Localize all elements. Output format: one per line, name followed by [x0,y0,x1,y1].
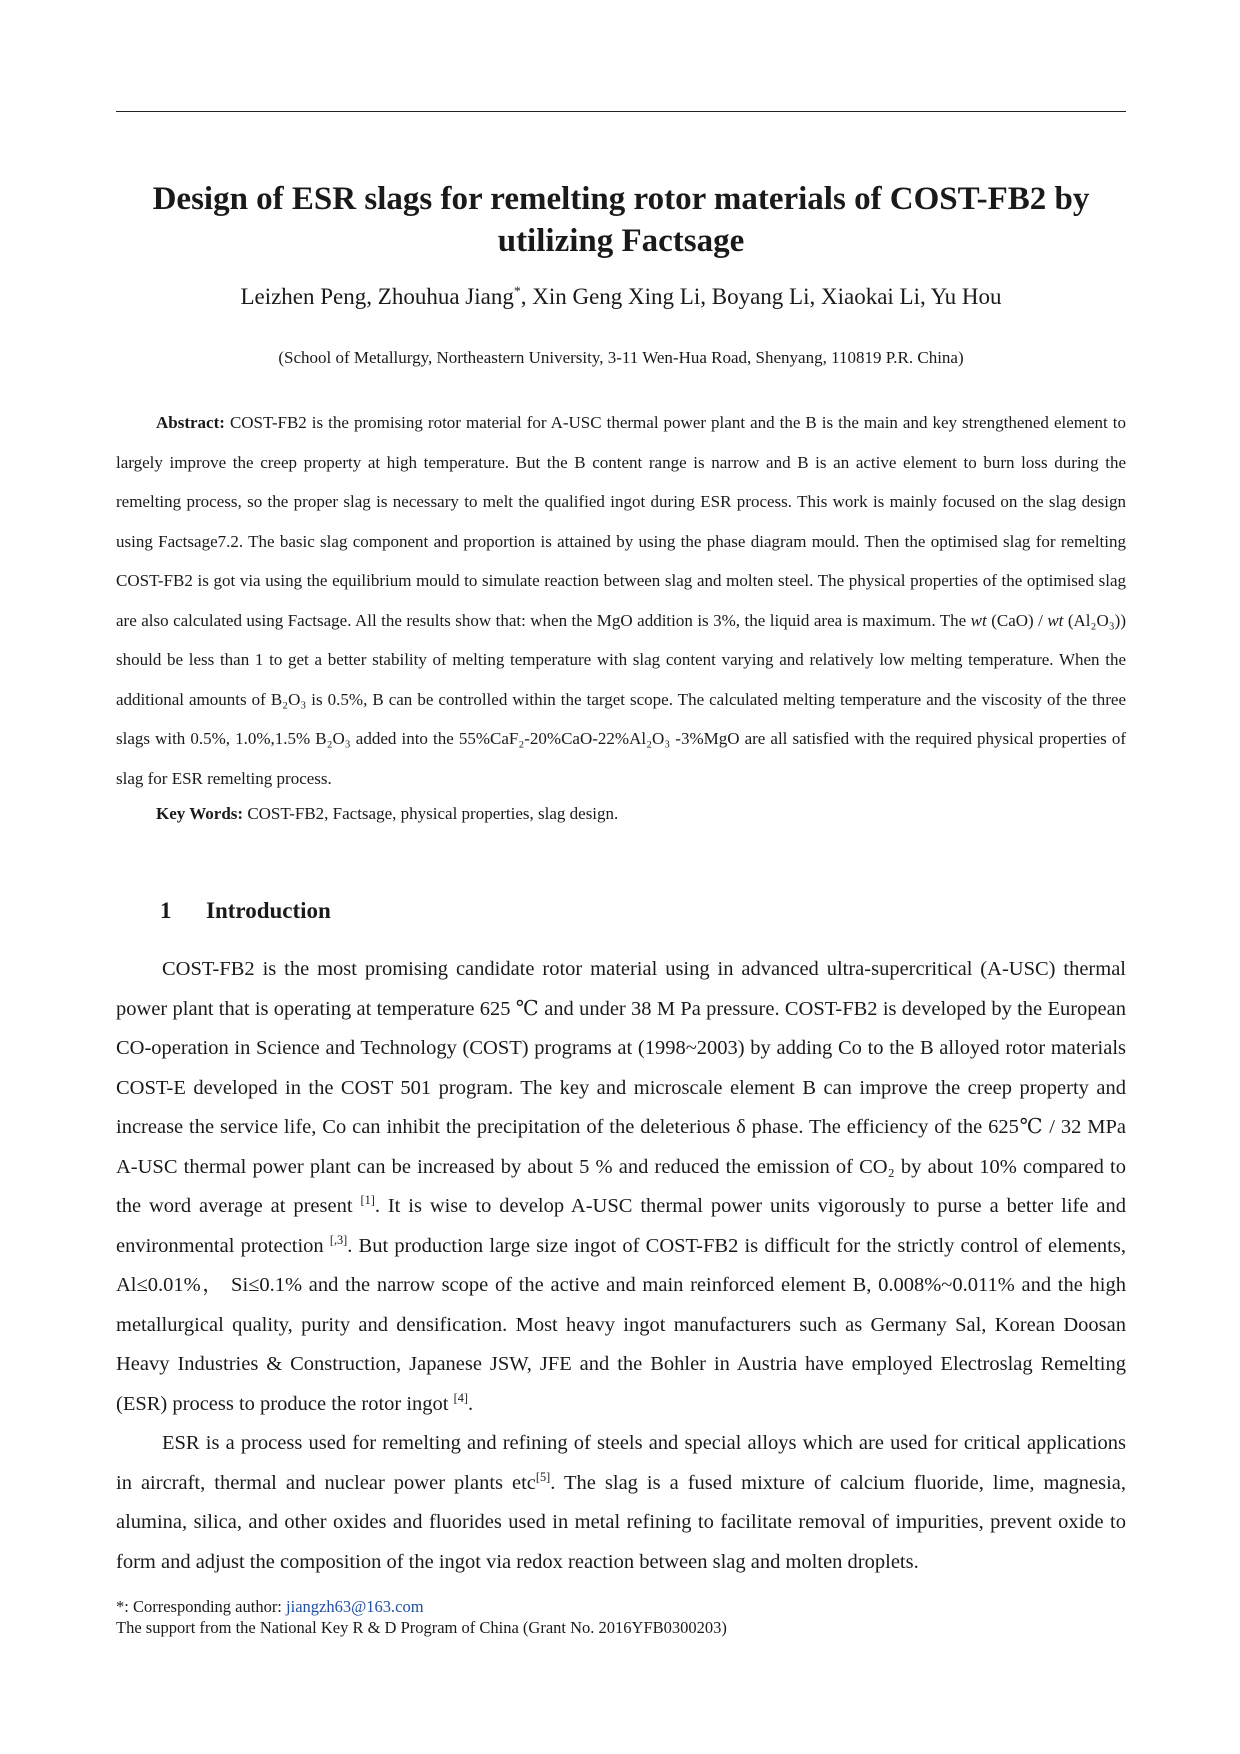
citation-4: [4] [453,1390,468,1405]
author-email-link[interactable]: jiangzh63@163.com [286,1597,424,1616]
abstract-wt-2: wt [1047,610,1064,630]
section-title: Introduction [206,898,331,923]
title-line-2: utilizing Factsage [497,223,745,259]
keywords [156,799,618,829]
citation-3: [,3] [329,1232,348,1247]
authors-text-b: , Xin Geng Xing Li, Boyang Li, Xiaokai Li, Yu Hou [520,284,1002,309]
header-rule [116,111,1126,112]
abstract-text-1: COST-FB2 is the promising rotor material for A-USC thermal power plant and the B is the main and key strengthened element to largely improve the creep property at high temperature. But the B content range is narrow and B is an active element to burn loss during the remelting process, so the proper slag is necessary to melt the qualified ingot during ESR process. This work is mainly focused on the slag design using Factsage7.2. The basic slag component and proportion is attained by using the phase diagram mould. Then the optimised slag for remelting COST-FB2 is got via using the equilibrium mould to simulate reaction between slag and molten steel. The physical properties of the optimised slag are also calculated using Factsage. All the results show that: when the MgO addition is 3%, the liquid area is maximum. The [116,413,1126,630]
corresponding-label: *: Corresponding author: [116,1597,287,1616]
abstract-text-2: (CaO) / [986,610,1048,630]
citation-5: [5] [535,1469,551,1484]
section-heading [160,896,331,926]
p1-text-1: COST-FB2 is the most promising candidate rotor material using in advanced ultra-supercritical (A-USC) thermal power plant that is operating at temperature 625 ℃ and under 38 M Pa pressure. COST-FB2 is developed by the European CO-operation in Science and Technology (COST) programs at (1998~2003) by adding Co to the B alloyed rotor materials COST-E developed in the COST 501 program. The key and microscale element B can improve the creep property and increase the service life, Co can inhibit the precipitation of the deleterious δ phase. The efficiency of the 625℃ / 32 MPa A-USC thermal power plant can be increased by about 5 % and reduced the emission of CO₂ by about 10% compared to the word average at present [116,958,1126,1217]
keywords-label: Key Words: [156,804,244,823]
p1-text-3: . But production large size ingot of COST-FB2 is difficult for the strictly control of elements, Al≤0.01%， Si≤0.1% and the narrow scope of the active and main reinforced element B, 0.008%~0.011% and the high metallurgical quality, purity and densification. Most heavy ingot manufacturers such as Germany Sal, Korean Doosan Heavy Industries & Construction, Japanese JSW, JFE and the Bohler in Austria have employed Electroslag Remelting (ESR) process to produce the rotor ingot [116,1234,1126,1415]
p2-text-2: . The slag is a fused mixture of calcium fluoride, lime, magnesia, alumina, silica, and other oxides and fluorides used in metal refining to facilitate removal of impurities, prevent oxide to form and adjust the composition of the ingot via redox reaction between slag and molten droplets. [116,1471,1127,1573]
corresponding-author-note [116,1596,727,1617]
abstract-paragraph [116,403,1126,798]
funding-note: The support from the National Key R & D Program of China (Grant No. 2016YFB0300203) [116,1618,727,1637]
citation-1: [1] [360,1193,375,1208]
paper-title [116,178,1126,262]
p2-text-1: ESR is a process used for remelting and refining of steels and special alloys which are used for critical applications in aircraft, thermal and nuclear power plants etc [116,1432,1126,1494]
affiliation: (School of Metallurgy, Northeastern University, 3-11 Wen-Hua Road, Shenyang, 110819 P.R. China) [278,348,964,367]
abstract-label: Abstract: [156,413,225,432]
abstract-wt-1: wt [970,610,987,630]
author-list [116,282,1126,312]
p1-text-2: . It is wise to develop A-USC thermal power units vigorously to purse a better life and environmental protection [116,1195,1126,1257]
title-line-1: Design of ESR slags for remelting rotor materials of COST-FB2 by [152,181,1090,217]
introduction-body [116,950,1126,1582]
body-paragraph-1 [116,950,1126,1424]
p1-text-4: . [467,1392,474,1415]
body-paragraph-2 [116,1424,1126,1582]
authors-text-a: Leizhen Peng, Zhouhua Jiang [240,284,514,309]
footnotes [116,1596,727,1638]
section-number: 1 [160,898,172,923]
keywords-text: COST-FB2, Factsage, physical properties, slag design. [243,804,619,823]
corresponding-mark: * [513,283,521,299]
abstract [116,403,1126,798]
abstract-text-3: (Al₂O₃)) should be less than 1 to get a better stability of melting temperature with slag content varying and relatively low melting temperature. When the additional amounts of B₂O₃ is 0.5%, B can be controlled within the target scope. The calculated melting temperature and the viscosity of the three slags with 0.5%, 1.0%,1.5% B₂O₃ added into the 55%CaF₂-20%CaO-22%Al₂O₃ -3%MgO are all satisfied with the required physical properties of slag for ESR remelting process. [116,610,1126,788]
